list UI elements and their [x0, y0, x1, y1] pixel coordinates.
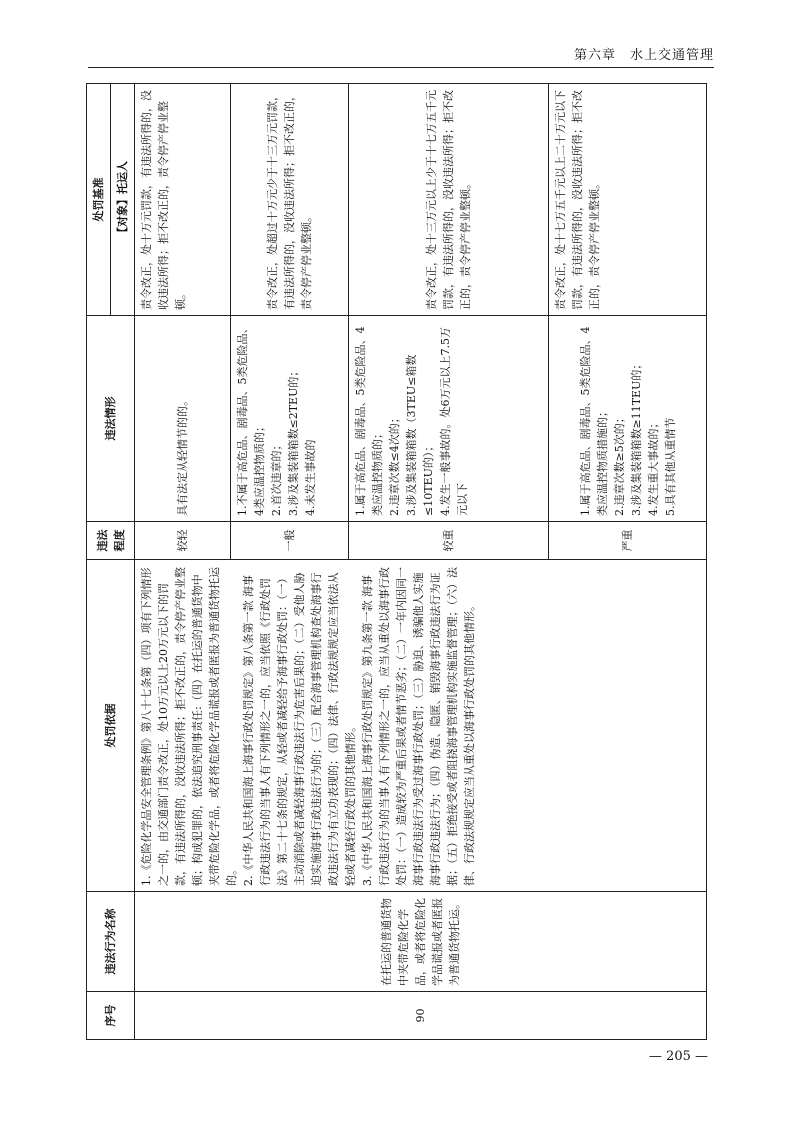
violation-name: 在托运的普通货物中夹带危险化学品，或者将危险化学品谎报或者匿报为普通货物托运。	[135, 892, 707, 992]
situation-general-1: 1.不属于高危品、剧毒品、5类危险品、4类应温控物质的；	[236, 322, 266, 516]
situation-severe-3: 3.涉及集装箱箱数≥11TEU的；	[629, 358, 643, 516]
standard-general: 责令改正，处超过十万元少于十三万元罚款，有违法所得的，没收违法所得；拒不改正的，责令停产停业整顿。	[231, 84, 349, 316]
penalty-table-rotated	[86, 84, 706, 1040]
situation-light	[135, 316, 231, 522]
chapter-header: 第六章 水上交通管理	[573, 48, 714, 63]
situation-general-3: 3.涉及集装箱箱数≤2TEU的；	[287, 365, 300, 516]
standard-serious: 责令改正，处十三万元以上少于十七万五千元罚款，有违法所得的，没收违法所得；拒不改正的，责令停产停业整顿。	[349, 84, 549, 316]
situation-general-2: 2.首次违章的；	[270, 439, 283, 516]
header-seq: 序号	[87, 992, 135, 1040]
page-number: — 205 —	[648, 1049, 708, 1064]
situation-general	[231, 316, 349, 522]
situation-light-1: 具有法定从轻情节的的。	[176, 395, 189, 516]
degree-severe: 严重	[549, 522, 707, 560]
situation-severe	[549, 316, 707, 522]
situation-severe-5: 5.具有其他从重情节	[663, 417, 677, 516]
header-standard: 处罚基准	[87, 84, 111, 316]
header-target: 【对象】托运人	[111, 84, 135, 316]
situation-serious-4: 4.发生一般事故的。处6万元以上7.5万元以下	[439, 327, 469, 516]
penalty-basis	[135, 560, 707, 892]
standard-severe: 责令改正，处十七万五千元以上二十万元以下罚款，有违法所得的，没收违法所得；拒不改正的，责令停产停业整顿。	[549, 84, 707, 316]
degree-light: 较轻	[135, 522, 231, 560]
situation-serious-2: 2.违章次数≤4次的；	[388, 412, 401, 516]
situation-general-4: 4.未发生事故的	[304, 439, 317, 516]
degree-serious: 较重	[349, 522, 549, 560]
basis-item-1: 1.《危险化学品安全管理条例》第八十七条第（四）项有下列情形之一的，由交通部门责令改正，处10万元以上20万元以下的罚款，有违法所得的，没收违法所得；拒不改正的，责令停产停业整顿；构成犯罪的，依法追究刑事责任:（四）在托运的普通货物中夹带危险化学品，或者将危险化学品谎报或者匿报为普通货物托运的。	[140, 567, 238, 886]
situation-severe-1: 1.属于高危品、剧毒品、5类危险品、4类应温控物质措施的；	[578, 326, 609, 516]
header-situation: 违法情形	[87, 316, 135, 522]
basis-item-2: 2.《中华人民共和国海上海事行政处罚规定》第八条第一款 海事行政违法行为的当事人有下列情形之一的，应当依照《行政处罚法》第二十七条的规定，从轻或者减轻给予海事行政处罚：（一）主动消除或者减轻海事行政违法行为危害后果的；（二）受他人胁迫实施海事行政违法行为的；（三）配合海事管理机构查处海事行政违法行为有立功表现的；（四）法律、行政法规规定应当依法从轻或者减轻行政处罚的其他情形。	[242, 572, 357, 886]
degree-general: 一般	[231, 522, 349, 560]
header-degree: 违法程度	[87, 522, 135, 560]
header-name: 违法行为名称	[87, 892, 135, 992]
basis-item-3: 3.《中华人民共和国海上海事行政处罚规定》第九条第一款 海事行政违法行为的当事人有下列情形之一的，应当从重处以海事行政处罚：（一）造成较为严重后果或者情节恶劣；（二）一年内因同一海事行政违法行为受过海事行政处罚；（三）胁迫、诱骗他人实施海事行政违法行为；（四）伪造、隐匿、销毁海事行政违法行为证据；（五）拒绝接受或者阻挠海事管理机构实施监督管理；（六）法律、行政法规规定应当从重处以海事行政处罚的其他情形。	[361, 567, 476, 886]
header-rule	[88, 67, 714, 68]
situation-severe-2: 2.违章次数≥5次的；	[612, 412, 626, 516]
situation-serious-3: 3.涉及集装箱箱数（3TEU≤箱数≤10TEU的）；	[405, 354, 435, 516]
situation-serious	[349, 316, 549, 522]
situation-serious-1: 1.属于高危品、剧毒品、5类危险品、4类应温控物质的；	[354, 326, 384, 516]
situation-severe-4: 4.发生重大事故的；	[646, 417, 660, 516]
header-basis: 处罚依据	[87, 560, 135, 892]
standard-light: 责令改正，处十万元罚款，有违法所得的，没收违法所得；拒不改正的，责令停产停业整顿。	[135, 84, 231, 316]
penalty-table	[86, 83, 707, 1040]
row-seq: 90	[135, 992, 707, 1040]
